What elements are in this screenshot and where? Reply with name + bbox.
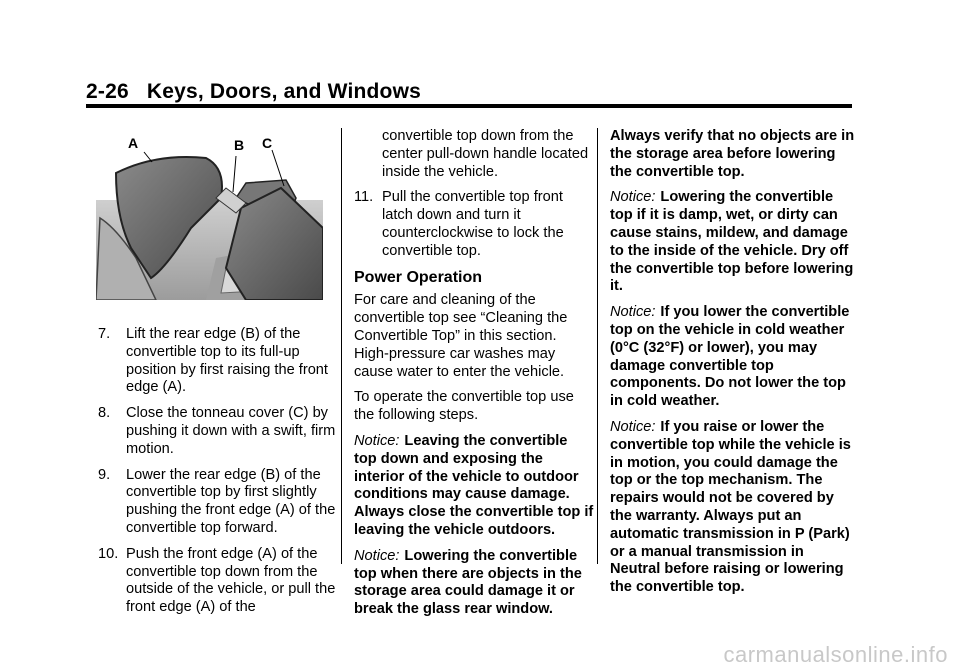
column-1: [98, 326, 338, 625]
paragraph-verify-objects: Always verify that no objects are in the storage area before lowering the convertible top.: [610, 128, 855, 180]
column-3: [610, 128, 855, 605]
page-number: 2-26: [86, 80, 129, 103]
watermark: carmanualsonline.info: [723, 642, 948, 667]
step-11: 11. Pull the convertible top front latch down and turn it counterclockwise to lock the convertible top.: [354, 189, 564, 259]
notice-in-motion: Notice: If you raise or lower the convertible top while the vehicle is in motion, you could damage the top or the top mechanism. The repairs would not be covered by the warranty. Always put an automatic transmission in P (Park) or a manual transmission in Neutral before raising or lowering the convertible top.: [610, 418, 851, 596]
step-7: 7. Lift the rear edge (B) of the convertible top to its full-up position by first raising the front edge (A).: [98, 326, 328, 396]
step-10-continued: convertible top down from the center pull-down handle located inside the vehicle.: [382, 128, 589, 180]
paragraph-operate-steps: To operate the convertible top use the following steps.: [354, 389, 574, 424]
section-title: Keys, Doors, and Windows: [146, 80, 421, 103]
step-8: 8. Close the tonneau cover (C) by pushing it down with a swift, firm motion.: [98, 405, 336, 457]
paragraph-care-cleaning: For care and cleaning of the convertible top see “Cleaning the Convertible Top” in this section. High-pressure car washes may cause water to enter the vehicle.: [354, 292, 568, 380]
column-divider-1: [341, 128, 342, 564]
notice-storage-objects: Notice: Lowering the convertible top when there are objects in the storage area could damage it or break the glass rear window.: [354, 547, 582, 618]
notice-outdoor: Notice: Leaving the convertible top down and exposing the interior of the vehicle to outdoor conditions may cause damage. Always close the convertible top if leaving the vehicle outdoors.: [354, 432, 594, 538]
label-c: C: [262, 135, 273, 151]
convertible-top-illustration: [96, 128, 323, 300]
step-10: 10. Push the front edge (A) of the convertible top down from the outside of the vehicle, or pull the front edge (A) of the: [98, 545, 336, 616]
section-heading-power-operation: Power Operation: [354, 268, 483, 286]
header-rule: [86, 104, 852, 108]
column-divider-2: [597, 128, 598, 564]
step-9: 9. Lower the rear edge (B) of the convertible top by first slightly pushing the front edge (A) of the convertible top forward.: [98, 466, 336, 536]
illustration-svg: [96, 128, 323, 300]
notice-damp: Notice: Lowering the convertible top if it is damp, wet, or dirty can cause stains, mildew, and damage to the inside of the vehicle. Dry off the convertible top before lowering it.: [610, 189, 854, 295]
label-a: A: [128, 135, 139, 151]
notice-cold-weather: Notice: If you lower the convertible top on the vehicle in cold weather (0°C (32°F) or lower), you may damage convertible top components. Do not lower the top in cold weather.: [610, 304, 850, 410]
page-header: [86, 80, 421, 104]
column-2: [354, 128, 594, 627]
label-b: B: [234, 137, 245, 153]
